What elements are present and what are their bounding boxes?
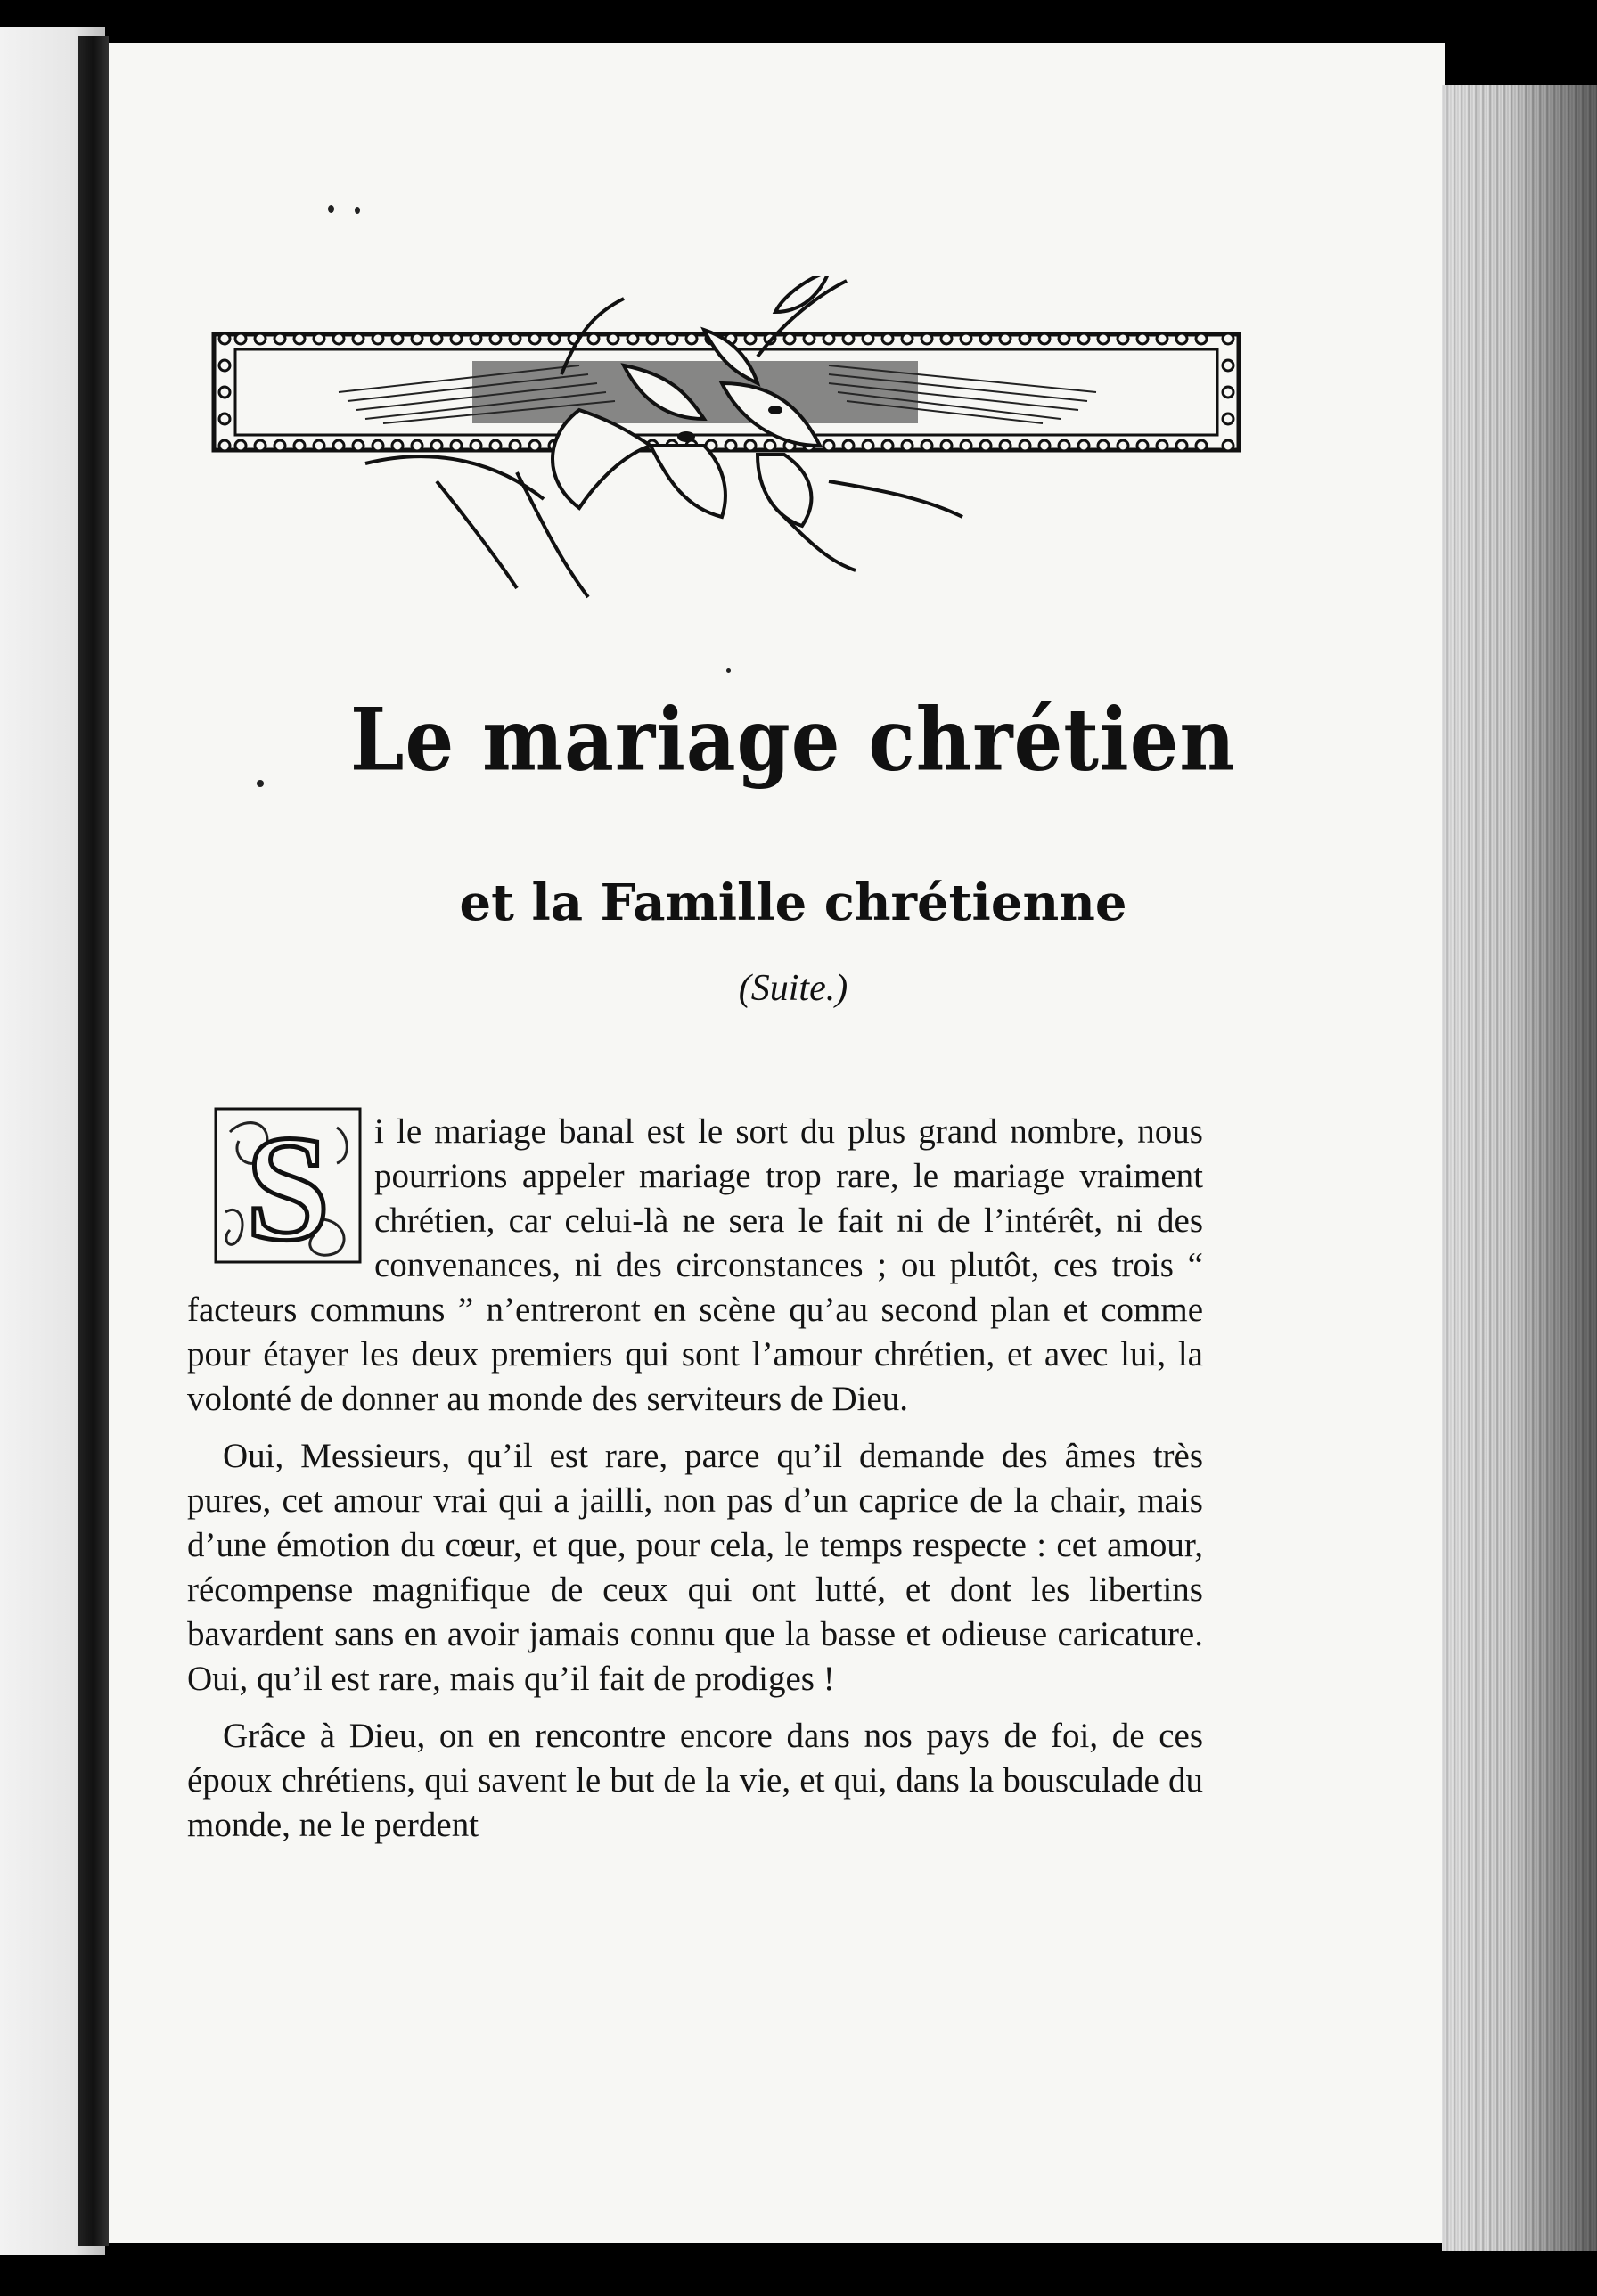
frame-bead bbox=[1020, 440, 1030, 451]
frame-bead bbox=[1118, 333, 1128, 344]
frame-bead bbox=[823, 440, 834, 451]
frame-bead bbox=[980, 440, 991, 451]
frame-bead bbox=[274, 333, 285, 344]
frame-bead bbox=[941, 333, 952, 344]
frame-bead bbox=[451, 440, 462, 451]
frame-bead bbox=[1118, 440, 1128, 451]
frame-bead bbox=[843, 440, 854, 451]
frame-bead bbox=[843, 333, 854, 344]
frame-bead bbox=[1039, 440, 1050, 451]
paragraph bbox=[187, 1714, 1203, 1848]
frame-bead bbox=[941, 440, 952, 451]
frame-bead bbox=[961, 440, 971, 451]
frame-bead bbox=[588, 333, 599, 344]
frame-bead bbox=[529, 440, 540, 451]
frame-bead bbox=[863, 440, 873, 451]
frame-bead bbox=[412, 440, 422, 451]
frame-bead bbox=[902, 440, 913, 451]
paragraph bbox=[187, 1434, 1203, 1702]
frame-bead bbox=[1039, 333, 1050, 344]
frame-bead bbox=[902, 333, 913, 344]
frame-bead bbox=[373, 440, 383, 451]
paragraph-text: Oui, Messieurs, qu’il est rare, parce qu’il demande des âmes très pures, cet amour vrai qui a jailli, non pas d’un caprice de la chair, mais d’une émotion du cœur, et que, pour cela, le temps respecte : cet amour, récompense magnifique de ceux qui ont lutté, et dont les libertins bavardent sans en avoir jamais connu que la basse et odieuse caricature. Oui, qu’il est rare, mais qu’il fait de prodiges ! bbox=[187, 1437, 1203, 1698]
frame-bead bbox=[745, 333, 756, 344]
frame-bead bbox=[255, 333, 266, 344]
frame-bead bbox=[510, 333, 520, 344]
frame-bead bbox=[490, 440, 501, 451]
frame-bead bbox=[1000, 333, 1011, 344]
paragraph-text: i le mariage banal est le sort du plus grand nombre, nous pourrions appeler mariage trop rare, le mariage vraiment chrétien, car celui-là ne sera le fait ni de l’intérêt, ni des convenances, ni des circonstances ; ou plutôt, ces trois “ facteurs communs ” n’entreront en scène qu’au second plan et comme pour étayer les deux premiers qui sont l’amour chrétien, et avec lui, la volonté de donner au monde des serviteurs de Dieu. bbox=[187, 1112, 1203, 1418]
frame-bead bbox=[882, 440, 893, 451]
article-title: Le mariage chrétien bbox=[350, 689, 1236, 791]
frame-bead bbox=[353, 333, 364, 344]
frame-bead bbox=[1078, 440, 1089, 451]
frame-bead bbox=[1196, 440, 1207, 451]
frame-bead bbox=[863, 333, 873, 344]
frame-bead bbox=[333, 333, 344, 344]
frame-bead bbox=[431, 440, 442, 451]
scan-speck bbox=[257, 780, 264, 787]
frame-bead bbox=[1059, 440, 1069, 451]
lily-ornament-banner bbox=[205, 276, 1248, 606]
frame-bead bbox=[667, 333, 677, 344]
frame-bead bbox=[314, 440, 324, 451]
frame-bead bbox=[392, 333, 403, 344]
scan-speck bbox=[328, 205, 334, 213]
paragraph-text: Grâce à Dieu, on en rencontre encore dans nos pays de foi, de ces époux chrétiens, qui savent le but de la vie, et qui, dans la bousculade du monde, ne le perdent bbox=[187, 1717, 1203, 1844]
frame-bead bbox=[1176, 440, 1187, 451]
frame-bead bbox=[765, 440, 775, 451]
paragraph bbox=[187, 1110, 1203, 1422]
book-gutter bbox=[78, 36, 109, 2246]
frame-bead bbox=[235, 333, 246, 344]
frame-bead bbox=[961, 333, 971, 344]
frame-bead bbox=[1059, 333, 1069, 344]
frame-bead bbox=[804, 333, 815, 344]
frame-bead bbox=[1137, 333, 1148, 344]
frame-bead bbox=[274, 440, 285, 451]
frame-bead bbox=[471, 440, 481, 451]
drop-cap-letter: S bbox=[245, 1105, 331, 1266]
frame-bead bbox=[333, 440, 344, 451]
frame-bead bbox=[882, 333, 893, 344]
frame-bead bbox=[294, 333, 305, 344]
frame-bead bbox=[608, 333, 618, 344]
frame-bead bbox=[647, 333, 658, 344]
frame-bead bbox=[725, 440, 736, 451]
frame-bead bbox=[1000, 440, 1011, 451]
frame-bead bbox=[921, 333, 932, 344]
continued-label: (Suite.) bbox=[738, 968, 848, 1009]
frame-bead bbox=[1157, 440, 1167, 451]
frame-bead bbox=[451, 333, 462, 344]
page-block-edge bbox=[1442, 85, 1597, 2251]
frame-bead bbox=[549, 333, 560, 344]
frame-bead bbox=[1176, 333, 1187, 344]
frame-bead bbox=[745, 440, 756, 451]
article-subtitle: et la Famille chrétienne bbox=[459, 873, 1127, 932]
frame-bead bbox=[1098, 440, 1109, 451]
frame-bead bbox=[1137, 440, 1148, 451]
frame-bead bbox=[255, 440, 266, 451]
frame-bead bbox=[373, 333, 383, 344]
frame-bead bbox=[1020, 333, 1030, 344]
frame-bead bbox=[1078, 333, 1089, 344]
frame-bead bbox=[823, 333, 834, 344]
frame-bead bbox=[471, 333, 481, 344]
frame-bead bbox=[1196, 333, 1207, 344]
frame-bead bbox=[1098, 333, 1109, 344]
frame-bead bbox=[784, 333, 795, 344]
frame-bead bbox=[627, 333, 638, 344]
frame-bead bbox=[412, 333, 422, 344]
frame-bead bbox=[392, 440, 403, 451]
frame-bead bbox=[529, 333, 540, 344]
frame-bead bbox=[510, 440, 520, 451]
frame-bead bbox=[314, 333, 324, 344]
scan-speck bbox=[355, 207, 360, 214]
frame-bead bbox=[921, 440, 932, 451]
frame-bead bbox=[686, 333, 697, 344]
frame-bead bbox=[490, 333, 501, 344]
frame-bead bbox=[431, 333, 442, 344]
frame-bead bbox=[1157, 333, 1167, 344]
frame-bead bbox=[353, 440, 364, 451]
frame-bead bbox=[980, 333, 991, 344]
article-body bbox=[187, 1110, 1203, 1860]
frame-bead bbox=[235, 440, 246, 451]
frame-bead bbox=[294, 440, 305, 451]
scan-speck bbox=[726, 668, 731, 673]
